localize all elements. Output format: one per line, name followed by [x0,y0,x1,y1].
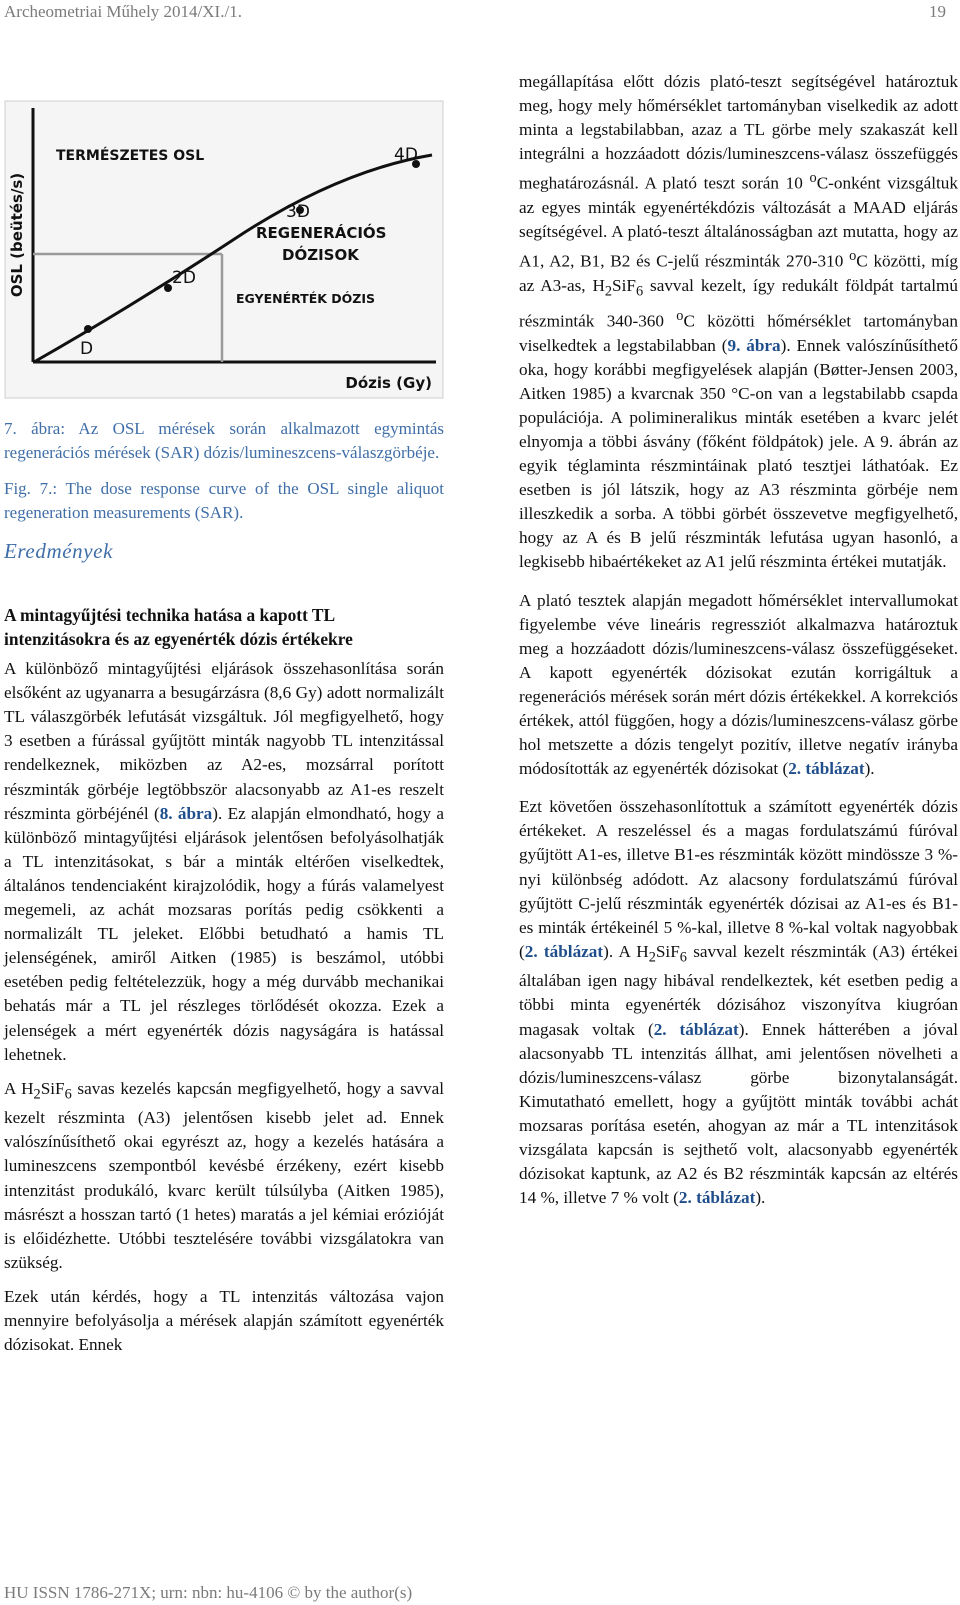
right-paragraph-3 [519,795,958,1210]
superscript: o [849,248,857,265]
superscript: o [676,307,684,324]
label-4d: 4D [394,145,418,165]
table-2-reference[interactable]: 2. táblázat [678,1188,756,1208]
y-axis-label: OSL (beütés/s) [8,172,26,298]
text-run: ). [864,759,875,779]
text-run: megállapítása előtt dózis plató-teszt segítségével határoztuk meg, hogy mely hőmérséklet tartományban viselkedik az adott minta a legstabilabban, azaz a TL görbe mely szakaszát kell integrálni a hozzáadott dózis/lumineszcens-válasz összefüggés meghatározásnál. A plató teszt során 10 [519,72,958,194]
right-column [519,70,958,1210]
text-run: SiF [612,276,636,296]
caption-hu-number: 7. ábra: [4,419,66,438]
left-paragraph-1 [4,657,444,1067]
figure-8-reference[interactable]: 8. ábra [159,803,213,823]
label-2d: 2D [172,268,196,288]
text-run: A különböző mintagyűjtési eljárások összehasonlítása során elsőként az ugyanarra a besugárzásra (8,6 Gy) adott normalizált TL válaszgörbék lefutását vizsgáltuk. Jól megfigyelhető, hogy 3 esetben a fúrással gyűjtött minták nagyobb TL intenzitással rendelkeznek, miközben az A2-es, mozsárral porított részminták görbéje legtöbbször alacsonyabb az A1-es reszelt részminta görbéjénél ( [4,659,444,823]
left-paragraph-2 [4,1077,444,1275]
equivalent-dose-label: EGYENÉRTÉK DÓZIS [236,291,376,306]
superscript: o [809,170,817,187]
text-run: Ezt követően összehasonlítottuk a számított egyenérték dózis értékeket. A reszeléssel és a magas fordulatszámú fúróval gyűjtött A1-es, illetve B1-es részminták között mindössze 3 %-nyi különbség adódott. Az alacsony fordulatszámú fúróval gyűjtött C-jelű részminták egyenérték dózisai az A1-es és B1-es minták értékeinél 5 %-kal, illetve 8 %-kal voltak nagyobbak ( [519,797,958,961]
journal-header: Archeometriai Műhely 2014/XI./1. [4,2,242,21]
x-axis-label: Dózis (Gy) [345,374,432,392]
right-paragraph-2 [519,589,958,782]
natural-osl-label: TERMÉSZETES OSL [56,148,205,164]
text-run: savval kezelt részminták (A3) értékei általában igen nagy hibával rendelkeztek, két esetben pedig a többi minta egyenérték dózisához viszonyítva kiugróan magasak voltak ( [519,941,958,1039]
point-2d [164,284,172,292]
table-2-reference[interactable]: 2. táblázat [788,759,865,779]
footer-issn: HU ISSN 1786-271X; urn: nbn: hu-4106 © by the author(s) [4,1583,413,1602]
caption-hu-text: Az OSL mérések során alkalmazott egymintás regenerációs mérések (SAR) dózis/lumineszcens-válaszgörbéje. [4,419,444,462]
text-run: C-onként vizsgáltuk az egyes minták egyenértékdózis változását a MAAD eljárás segítségével. A plató-teszt általánosságban azt mutatta, hogy az A1, A2, B1, B2 és C-jelű részminták 270-310 [519,174,958,272]
figure-9-reference[interactable]: 9. ábra [727,335,781,355]
caption-en-text: The dose response curve of the OSL single aliquot regeneration measurements (SAR). [4,479,444,522]
subscript: 2 [33,1086,41,1103]
text-run: A plató tesztek alapján megadott hőmérséklet intervallumokat figyelembe véve lineáris regressziót alkalmazva határoztuk meg a hozzáadott dózis/lumineszcens-válasz összefüggéseket. A kapott egyenérték dózisokat ezután korrigáltuk a regenerációs mérések során mért dózis értékekkel. A korrekciós értékek, attól függően, hogy a dózis/lumineszcens-válasz görbe hol metszette a dózis tengelyt pozitív, illetve negatív irányba módosították az egyenérték dózisokat ( [519,590,958,779]
regen-label-line1: REGENERÁCIÓS [256,224,387,242]
figure-caption-en [4,477,444,525]
subsection-title: A mintagyűjtési technika hatása a kapott TL intenzitásokra és az egyenérték dózis értékekre [4,605,353,650]
right-paragraph-1 [519,70,958,575]
table-2-reference[interactable]: 2. táblázat [524,941,604,961]
text-run: SiF [655,941,680,961]
label-d: D [80,339,94,359]
text-run: ). Ennek hátterében a jóval alacsonyabb TL intenzitás állhat, ami jelentősen növelheti a dózis/lumineszcens-válasz görbe bizonytalanságát. Kimutatható emellett, hogy a gyűjtött minták további achát mozsaras porítása esetén, ahogyan az már a TL intenzitások vizsgálata kapcsán is sejthető volt, alacsonyabb egyenérték dózisokat kaptunk, az A2 és B2 részminták kapcsán az eltérés 14 %, illetve 7 % volt ( [519,1019,958,1208]
left-paragraph-3: Ezek után kérdés, hogy a TL intenzitás változása vajon mennyire befolyásolja a mérések alapján számított egyenérték dózisokat. Ennek [4,1286,444,1355]
text-run: ). A H [603,941,649,961]
text-run: ). Ez alapján elmondható, hogy a különböző mintagyűjtési eljárások jelentősen befolyásolhatják a TL intenzitásokat, s bár a minták eltérően viselkedtek, általános tendenciaként kirajzolódik, hogy a fúrás valamelyest megemeli, az achát mozsaras porítás pedig csökkenti a normalizált TL jeleket. Előbbi betudható a hamis TL jelenségének, amiről Aitken (1985) is beszámol, utóbbi esetében pedig feltételezzük, hogy a még durvább mechanikai behatás már a TL jel részleges törlődését okozza. Ezek a jelenségek a mért egyenérték dózis nagyságára is hatással lehetnek. [4,803,445,1064]
figure-7 [4,100,444,399]
caption-en-number: Fig. 7.: [4,479,58,498]
regen-label-line2: DÓZISOK [282,246,359,264]
table-2-reference[interactable]: 2. táblázat [653,1019,739,1039]
subscript: 6 [679,949,687,966]
dose-response-diagram [4,100,444,399]
text-run: ). Ennek valószínűsíthető oka, hogy korábbi megfigyelések alapján (Bøtter-Jensen 2003, Aitken 1985) a kvarcnak 350 °C-on van a legstabilabb csapda populációja. A polimineralikus minták esetében a kvarc jelét elnyomja a többi ásvány (főként földpátok) jele. A 9. ábrán az egyik téglaminta részmintáinak plató tesztjei láthatóak. Ez esetben is jól látszik, hogy az A3 részminta görbéje nem illeszkedik a sorba. A többi görbét összevetve megfigyelhető, hogy az A és B jelű részminták lefutása ugyan hasonló, a legkisebb hibaértékeket az A1 jelű részminta értékei mutatják. [519,335,959,572]
text-run: C közötti hőmérséklet tartományban viselkedtek a legstabilabban ( [519,311,958,355]
page-number: 19 [929,2,946,21]
text-run: A H [4,1078,34,1098]
figure-frame [5,101,443,398]
text-run: SiF [40,1078,65,1098]
text-run: ). [755,1188,766,1208]
text-run: C közötti, míg az A3-as, H [519,252,958,296]
text-run: savval kezelt, így redukált földpát tartalmú részminták 340-360 [519,276,958,331]
section-title: Eredmények [4,539,113,563]
label-3d: 3D [286,202,310,222]
left-column [4,100,444,1357]
subscript: 6 [635,283,644,300]
text-run: savas kezelés kapcsán megfigyelhető, hogy a savval kezelt részminta (A3) jelentősen kisebb jelet ad. Ennek valószínűsíthető okai egyrészt az, hogy a kezelés hatására a lumineszcens szempontból kevésbé érzékeny, ezért kisebb intenzitást produkáló, kvarc került túlsúlyba (Aitken 1985), másrészt a hosszan tartó (1 hetes) maratás a jel kémiai erózióját is előidézhette. Utóbbi tesztelésére további vizsgálatokra van szükség. [4,1078,444,1272]
subscript: 2 [648,949,656,966]
subscript: 6 [64,1086,72,1103]
point-d [84,325,92,333]
subscript: 2 [604,283,613,300]
figure-caption-hu [4,417,444,465]
